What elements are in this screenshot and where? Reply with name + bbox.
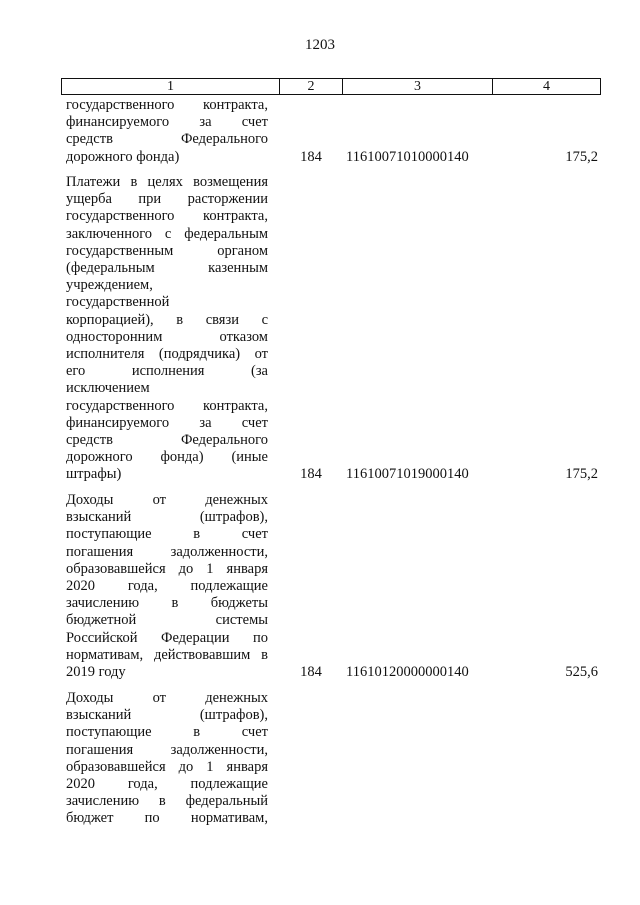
description-line: ущерба при расторжении (66, 191, 268, 208)
description-line: государственного контракта, (66, 208, 268, 225)
amount-value: 175,2 (565, 466, 598, 483)
description-line: исполнителя (подрядчика) от (66, 346, 268, 363)
amount-value: 175,2 (565, 148, 598, 165)
amount-value: 525,6 (565, 664, 598, 680)
budget-classification-code: 11610071019000140 (346, 466, 469, 483)
description-line: его исполнения (за (66, 363, 268, 380)
description-line: 2020 года, подлежащие (66, 776, 268, 793)
page-number: 1203 (305, 37, 335, 53)
description-line: 2019 году (66, 664, 126, 681)
description-line: (федеральным казенным (66, 260, 268, 277)
column-header-3: 3 (343, 79, 493, 95)
description-line: погашения задолженности, (66, 741, 268, 758)
row-description (66, 492, 268, 681)
budget-classification-code: 11610071010000140 (346, 148, 469, 165)
description-line: исключением (66, 380, 150, 397)
description-line: государственной (66, 294, 170, 311)
description-line: Платежи в целях возмещения (66, 174, 268, 190)
description-line: государственного контракта, (66, 97, 268, 113)
description-line: государственного контракта, (66, 397, 268, 414)
description-line: финансируемого за счет (66, 414, 268, 431)
admin-code: 184 (300, 664, 322, 680)
description-line: образовавшейся до 1 января (66, 560, 268, 577)
column-header-2: 2 (280, 79, 343, 95)
column-header-row (62, 79, 601, 95)
column-header-table (61, 78, 601, 95)
description-line: взысканий (штрафов), (66, 707, 268, 724)
description-line: погашения задолженности, (66, 543, 268, 560)
description-line: зачислению в федеральный (66, 793, 268, 810)
description-line: Доходы от денежных (66, 492, 268, 508)
column-header-4: 4 (493, 79, 601, 95)
description-line: корпорацией), в связи с (66, 311, 268, 328)
description-line: зачислению в бюджеты (66, 595, 268, 612)
budget-classification-code: 11610120000000140 (346, 664, 469, 680)
description-line: бюджетной системы (66, 612, 268, 629)
description-line: бюджет по нормативам, (66, 810, 268, 827)
description-line: взысканий (штрафов), (66, 509, 268, 526)
description-line: финансируемого за счет (66, 114, 268, 131)
description-line: штрафы) (66, 466, 122, 483)
description-line: заключенного с федеральным (66, 225, 268, 242)
description-line: средств Федерального (66, 432, 268, 449)
description-line: дорожного фонда) (иные (66, 449, 268, 466)
description-line: поступающие в счет (66, 724, 268, 741)
description-line: государственным органом (66, 242, 268, 259)
admin-code: 184 (300, 466, 322, 483)
column-header-1: 1 (62, 79, 280, 95)
description-line: учреждением, (66, 277, 153, 294)
description-line: поступающие в счет (66, 526, 268, 543)
row-description (66, 174, 268, 484)
admin-code: 184 (300, 148, 322, 165)
row-description (66, 97, 268, 166)
description-line: Российской Федерации по (66, 629, 268, 646)
description-line: 2020 года, подлежащие (66, 578, 268, 595)
row-description (66, 690, 268, 828)
description-line: образовавшейся до 1 января (66, 758, 268, 775)
description-line: средств Федерального (66, 131, 268, 148)
description-line: дорожного фонда) (66, 148, 180, 165)
description-line: односторонним отказом (66, 328, 268, 345)
description-line: нормативам, действовавшим в (66, 646, 268, 663)
description-line: Доходы от денежных (66, 690, 268, 706)
